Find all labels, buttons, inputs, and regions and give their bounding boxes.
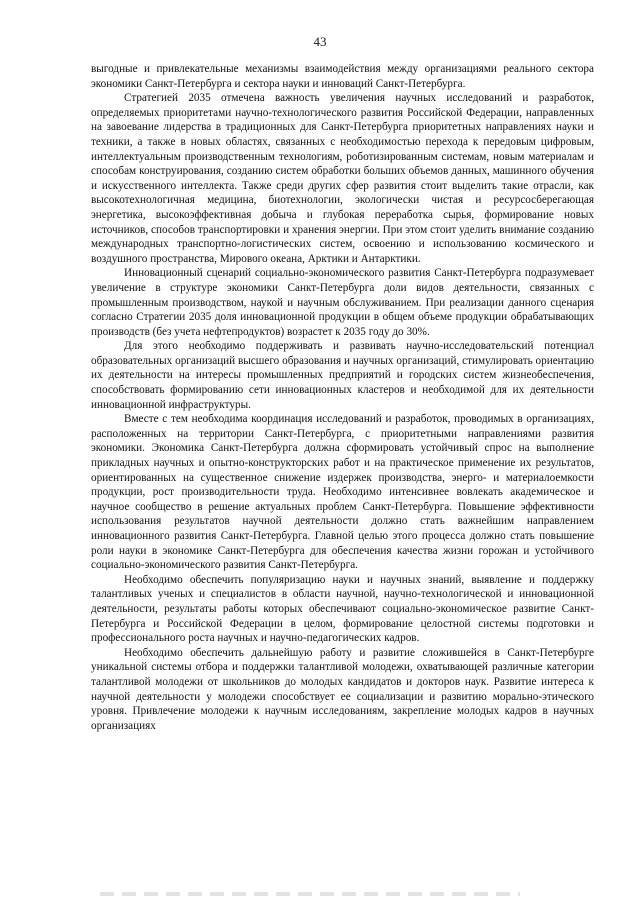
paragraph-continuation: выгодные и привлекательные механизмы взаимодействия между организациями реального сектора экономики Санкт-Петербурга и сектора науки и инноваций Санкт-Петербурга. xyxy=(91,63,594,90)
page-number: 43 xyxy=(313,34,327,49)
paragraph-science-popularization: Необходимо обеспечить популяризацию науки и научных знаний, выявление и поддержку талантливых ученых и специалистов в области научной, научно-технологической и инновационной деятельности, результаты работы которых обеспечивают социально-экономическое развитие Санкт-Петербурга и Российской Федерации в целом, формирование целостной системы подготовки и профессионального роста научных и научно-педагогических кадров. xyxy=(91,573,594,645)
paragraph-research-coordination: Вместе с тем необходима координация исследований и разработок, проводимых в организациях, расположенных на территории Санкт-Петербурга, с приоритетными направлениями развития экономики. Экономика Санкт-Петербурга должна сформировать устойчивый спрос на выполнение прикладных научных и опытно-конструкторских работ и на практическое применение их результатов, ориентированных на существенное снижение издержек производства, энерго- и материалоемкости продукции, рост производительности труда. Необходимо интенсивнее вовлекать академическое и научное сообщество в решение актуальных проблем Санкт-Петербурга. Повышение эффективности использования результатов научной деятельности должно стать важнейшим направлением инновационного развития Санкт-Петербурга. Главной целью этого процесса должно стать повышение роли науки в экономике Санкт-Петербурга для обеспечения качества жизни горожан и устойчивого социально-экономического развития Санкт-Петербурга. xyxy=(91,413,594,572)
paragraph-strategy-2035: Стратегией 2035 отмечена важность увеличения научных исследований и разработок, определяемых приоритетами научно-технологического развития Российской Федерации, направленных на завоевание лидерства в традиционных для Санкт-Петербурга приоритетных направлениях науки и техники, а также в новых областях, связанных с необходимостью перехода к передовым цифровым, интеллектуальным производственным технологиям, роботизированным системам, новым материалам и способам конструирования, созданию систем обработки больших объемов данных, машинного обучения и искусственного интеллекта. Также среди других сфер развития стоит выделить такие отрасли, как высокотехнологичная медицина, биотехнологии, экологически чистая и ресурсосберегающая энергетика, высокоэффективная добыча и глубокая переработка сырья, формирование новых источников, способов транспортировки и хранения энергии. При этом стоит уделить внимание созданию международных транспортно-логистических систем, освоению и использованию космического и воздушного пространства, Мирового океана, Арктики и Антарктики. xyxy=(91,92,594,265)
scan-artifact-edge xyxy=(100,892,520,896)
document-body xyxy=(91,62,594,733)
paragraph-innovation-scenario: Инновационный сценарий социально-экономического развития Санкт-Петербурга подразумевает увеличение в структуре экономики Санкт-Петербурга доли видов деятельности, связанных с промышленным производством, наукой и научным обслуживанием. При реализации данного сценария согласно Стратегии 2035 доля инновационной продукции в общем объеме продукции обрабатывающих производств (без учета нефтепродуктов) возрастет к 2035 году до 30%. xyxy=(91,267,594,338)
paragraph-research-potential: Для этого необходимо поддерживать и развивать научно-исследовательский потенциал образовательных организаций высшего образования и научных организаций, стимулировать ориентацию их деятельности на интересы промышленных предприятий и городских систем жизнеобеспечения, способствовать формированию сети инновационных кластеров и необходимой для их деятельности инновационной инфраструктуры. xyxy=(91,340,594,411)
paragraph-youth-support: Необходимо обеспечить дальнейшую работу и развитие сложившейся в Санкт-Петербурге уникальной системы отбора и поддержки талантливой молодежи, охватывающей различные категории талантливой молодежи от школьников до молодых кандидатов и докторов наук. Развитие интереса к научной деятельности у молодежи способствует ее социализации и развитию морально-этического уровня. Привлечение молодежи к научным исследованиям, закрепление молодых кадров в научных организациях xyxy=(91,646,594,732)
